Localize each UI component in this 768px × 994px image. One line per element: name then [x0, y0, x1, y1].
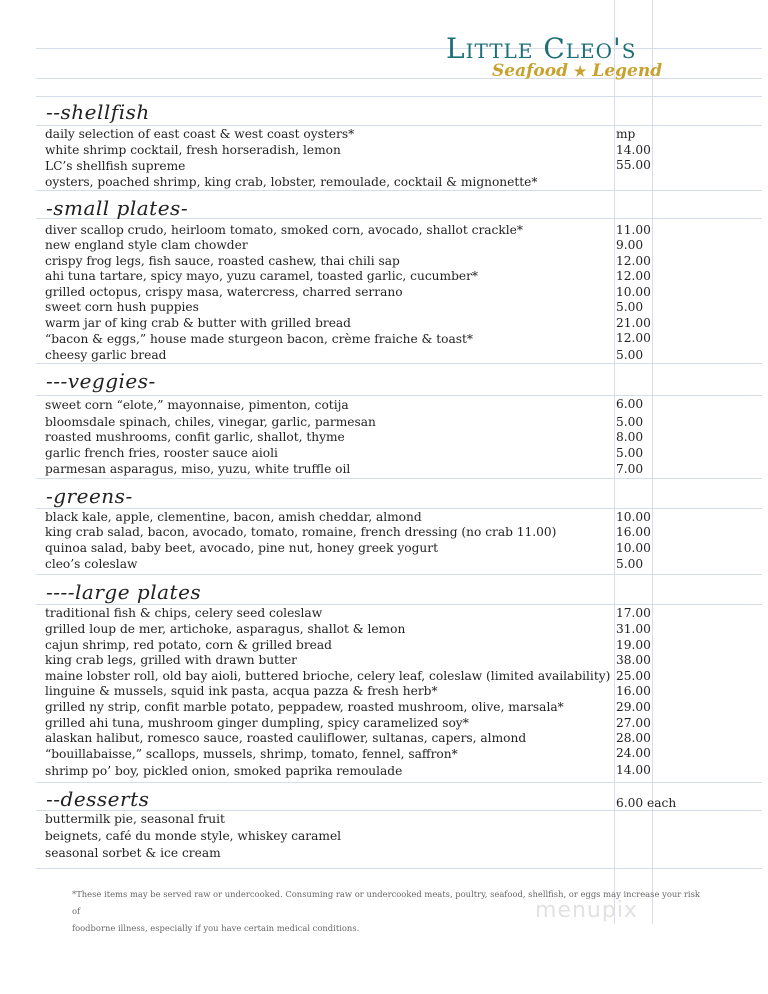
rule-line	[36, 96, 762, 97]
menu-item-price: 24.00	[616, 746, 651, 760]
menu-item-price: 5.00	[616, 557, 644, 571]
menu-item-price: 14.00	[616, 763, 651, 777]
menu-item: “bacon & eggs,” house made sturgeon bacon, crème fraiche & toast*	[45, 332, 474, 346]
logo-sub-right: Legend	[592, 61, 663, 81]
menu-item-price: 19.00	[616, 638, 651, 652]
menu-item: king crab legs, grilled with drawn butter	[45, 653, 298, 667]
menu-item-price: 8.00	[616, 430, 644, 444]
menu-item-price: 5.00	[616, 348, 644, 362]
menu-item-price: 27.00	[616, 716, 651, 730]
section-title-large-plates: ----large plates	[46, 580, 202, 604]
menu-item-price: 11.00	[616, 223, 651, 237]
menu-item: quinoa salad, baby beet, avocado, pine nut, honey greek yogurt	[45, 541, 438, 555]
menu-item: sweet corn “elote,” mayonnaise, pimenton, cotija	[45, 398, 349, 412]
menu-item-price: 5.00	[616, 300, 644, 314]
menu-item-price: 12.00	[616, 331, 651, 345]
star-icon: ★	[573, 64, 587, 80]
rule-line	[36, 190, 762, 191]
menu-item-price: 10.00	[616, 285, 651, 299]
menu-item: sweet corn hush puppies	[45, 300, 199, 314]
menu-item: LC’s shellfish supreme	[45, 159, 186, 173]
menu-item-price: 12.00	[616, 269, 651, 283]
rule-line	[36, 363, 762, 364]
price-column-rule	[614, 0, 615, 924]
menu-item-price: 38.00	[616, 653, 651, 667]
restaurant-logo	[446, 32, 686, 81]
section-title-veggies: ---veggies-	[46, 369, 156, 393]
menu-item: white shrimp cocktail, fresh horseradish, lemon	[45, 143, 341, 157]
menu-item-price: 6.00	[616, 397, 644, 411]
menu-item-price: 7.00	[616, 462, 644, 476]
menu-item: alaskan halibut, romesco sauce, roasted cauliflower, sultanas, capers, almond	[45, 731, 527, 745]
menu-item-price: 55.00	[616, 158, 651, 172]
menu-item-price: 16.00	[616, 684, 651, 698]
menu-item: grilled loup de mer, artichoke, asparagus, shallot & lemon	[45, 622, 406, 636]
rule-line	[36, 604, 762, 605]
margin-rule	[652, 0, 653, 924]
section-title-greens: -greens-	[46, 484, 133, 508]
menu-item: oysters, poached shrimp, king crab, lobster, remoulade, cocktail & mignonette*	[45, 175, 538, 189]
disclaimer-line-1: *These items may be served raw or undercooked. Consuming raw or undercooked meats, poultry, seafood, shellfish, or eggs may increase your risk of	[72, 889, 700, 916]
menu-item: warm jar of king crab & butter with grilled bread	[45, 316, 351, 330]
desserts-price-note: 6.00 each	[616, 796, 677, 810]
menu-item-price: 12.00	[616, 254, 651, 268]
rule-line	[36, 508, 762, 509]
menu-item: ahi tuna tartare, spicy mayo, yuzu caramel, toasted garlic, cucumber*	[45, 269, 479, 283]
menu-item: bloomsdale spinach, chiles, vinegar, garlic, parmesan	[45, 415, 376, 429]
section-title-shellfish: --shellfish	[46, 100, 150, 124]
menu-item: traditional fish & chips, celery seed coleslaw	[45, 606, 323, 620]
menu-item: “bouillabaisse,” scallops, mussels, shrimp, tomato, fennel, saffron*	[45, 747, 458, 761]
menu-item-price: 16.00	[616, 525, 651, 539]
menu-item-price: 9.00	[616, 238, 644, 252]
menu-item-price: 14.00	[616, 143, 651, 157]
rule-line	[36, 574, 762, 575]
watermark-logo: menupix	[535, 898, 638, 923]
rule-line	[36, 125, 762, 126]
menu-item: cheesy garlic bread	[45, 348, 167, 362]
menu-item: cajun shrimp, red potato, corn & grilled bread	[45, 638, 332, 652]
menu-item: daily selection of east coast & west coast oysters*	[45, 127, 355, 141]
menu-item: shrimp po’ boy, pickled onion, smoked paprika remoulade	[45, 764, 403, 778]
menu-item-price: 5.00	[616, 446, 644, 460]
menu-item-price: 28.00	[616, 731, 651, 745]
menu-item-price: 10.00	[616, 541, 651, 555]
rule-line	[36, 782, 762, 783]
menu-item: new england style clam chowder	[45, 238, 248, 252]
menu-item: king crab salad, bacon, avocado, tomato, romaine, french dressing (no crab 11.00)	[45, 525, 557, 539]
menu-item: grilled ahi tuna, mushroom ginger dumpling, spicy caramelized soy*	[45, 716, 469, 730]
menu-item: black kale, apple, clementine, bacon, amish cheddar, almond	[45, 510, 422, 524]
menu-item: parmesan asparagus, miso, yuzu, white truffle oil	[45, 462, 351, 476]
menu-item-price: 17.00	[616, 606, 651, 620]
menu-item: linguine & mussels, squid ink pasta, acqua pazza & fresh herb*	[45, 684, 438, 698]
menu-item-price: 29.00	[616, 700, 651, 714]
menu-item: cleo’s coleslaw	[45, 557, 138, 571]
rule-line	[36, 478, 762, 479]
menu-item: beignets, café du monde style, whiskey caramel	[45, 829, 342, 843]
disclaimer-line-2: foodborne illness, especially if you have certain medical conditions.	[72, 923, 360, 933]
menu-item: diver scallop crudo, heirloom tomato, smoked corn, avocado, shallot crackle*	[45, 223, 523, 237]
logo-tagline	[492, 61, 686, 81]
menu-item-price: 5.00	[616, 415, 644, 429]
menu-item-price: 10.00	[616, 510, 651, 524]
logo-sub-left: Seafood	[492, 61, 568, 81]
section-title-desserts: --desserts	[46, 787, 150, 811]
menu-item: grilled ny strip, confit marble potato, peppadew, roasted mushroom, olive, marsala*	[45, 700, 564, 714]
logo-title: Little Cleo's	[446, 32, 637, 65]
menu-item: garlic french fries, rooster sauce aioli	[45, 446, 278, 460]
menu-item: roasted mushrooms, confit garlic, shallot, thyme	[45, 430, 345, 444]
menu-item: buttermilk pie, seasonal fruit	[45, 812, 225, 826]
rule-line	[36, 395, 762, 396]
menu-item-price: 31.00	[616, 622, 651, 636]
menu-item-price: 25.00	[616, 669, 651, 683]
section-title-small-plates: -small plates-	[46, 196, 189, 220]
rule-line	[36, 868, 762, 869]
menu-item: grilled octopus, crispy masa, watercress, charred serrano	[45, 285, 403, 299]
menu-item: maine lobster roll, old bay aioli, buttered brioche, celery leaf, coleslaw (limited availability)	[45, 669, 611, 683]
menu-item: crispy frog legs, fish sauce, roasted cashew, thai chili sap	[45, 254, 400, 268]
menu-item-price: 21.00	[616, 316, 651, 330]
menu-item: seasonal sorbet & ice cream	[45, 846, 221, 860]
menu-item-price: mp	[616, 127, 636, 141]
